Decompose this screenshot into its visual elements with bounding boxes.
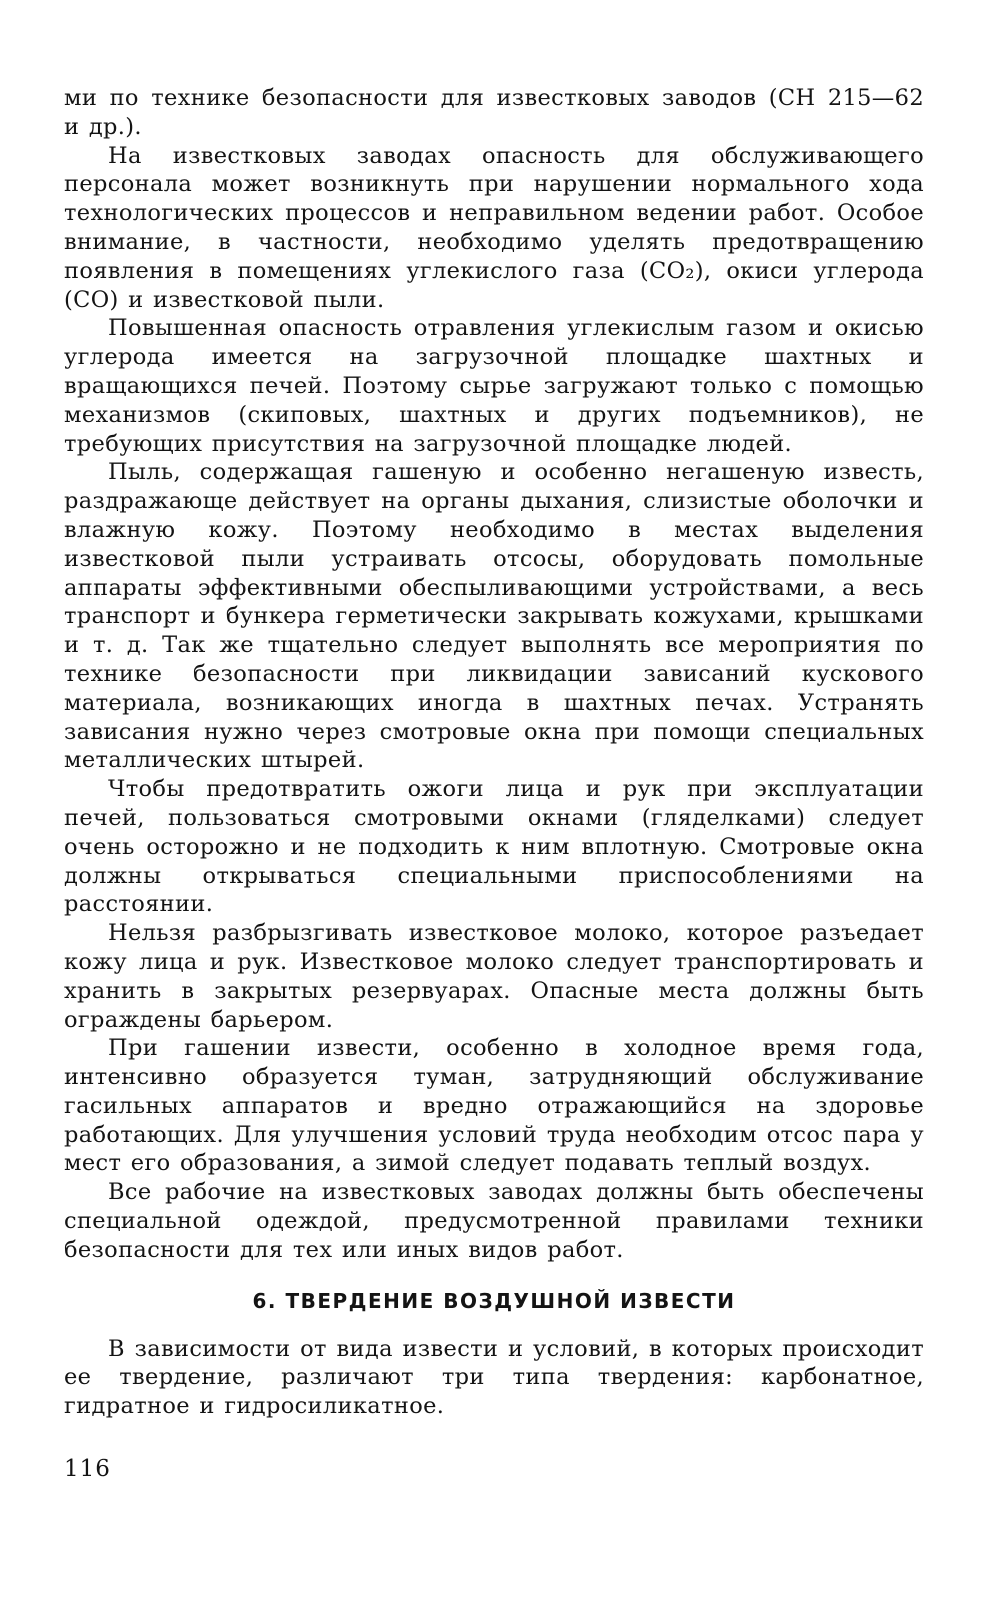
paragraph-hazards: На известковых заводах опасность для обслуживающего персонала может возникнуть при нарушении нормального хода технологических процессов и неправильном ведении работ. Особое внимание, в частности, необходимо уделять предотвращению появления в помещениях углекислого газа (CO₂), окиси углерода (CO) и известковой пыли.: [64, 142, 924, 313]
paragraph-gas-poisoning: Повышенная опасность отравления углекислым газом и окисью углерода имеется на загрузочной площадке шахтных и вращающихся печей. Поэтому сырье загружают только с помощью механизмов (скиповых, шахтных и других подъемников), не требующих присутствия на загрузочной площадке людей.: [64, 315, 924, 457]
paragraph-hardening-types: В зависимости от вида извести и условий, в которых происходит ее твердение, различают три типа твердения: карбонатное, гидратное и гидросиликатное.: [64, 1335, 924, 1420]
paragraph-lime-milk: Нельзя разбрызгивать известковое молоко, которое разъедает кожу лица и рук. Известковое молоко следует транспортировать и хранить в закрытых резервуарах. Опасные места должны быть ограждены барьером.: [64, 920, 924, 1033]
page-number: 116: [64, 1456, 111, 1482]
paragraph-burns: Чтобы предотвратить ожоги лица и рук при эксплуатации печей, пользоваться смотровыми окнами (гляделками) следует очень осторожно и не подходить к ним вплотную. Смотровые окна должны открываться специальными приспособлениями на расстоянии.: [64, 776, 924, 918]
paragraph-slaking-fog: При гашении извести, особенно в холодное время года, интенсивно образуется туман, затрудняющий обслуживание гасильных аппаратов и вредно отражающийся на здоровье работающих. Для улучшения условий труда необходим отсос пара у мест его образования, а зимой следует подавать теплый воздух.: [64, 1035, 924, 1177]
page-body: [64, 84, 924, 1421]
paragraph-workwear: Все рабочие на известковых заводах должны быть обеспечены специальной одеждой, предусмотренной правилами техники безопасности для тех или иных видов работ.: [64, 1179, 924, 1263]
paragraph-dust: Пыль, содержащая гашеную и особенно негашеную известь, раздражающе действует на органы дыхания, слизистые оболочки и влажную кожу. Поэтому необходимо в местах выделения известковой пыли устраивать отсосы, оборудовать помольные аппараты эффективными обеспыливающими устройствами, а весь транспорт и бункера герметически закрывать кожухами, крышками и т. д. Так же тщательно следует выполнять все мероприятия по технике безопасности при ликвидации зависаний кускового материала, возникающих иногда в шахтных печах. Устранять зависания нужно через смотровые окна при помощи специальных металлических штырей.: [64, 459, 924, 774]
paragraph-continuation: ми по технике безопасности для известковых заводов (СН 215—62 и др.).: [64, 85, 924, 140]
section-heading: 6. ТВЕРДЕНИЕ ВОЗДУШНОЙ ИЗВЕСТИ: [252, 1288, 736, 1313]
